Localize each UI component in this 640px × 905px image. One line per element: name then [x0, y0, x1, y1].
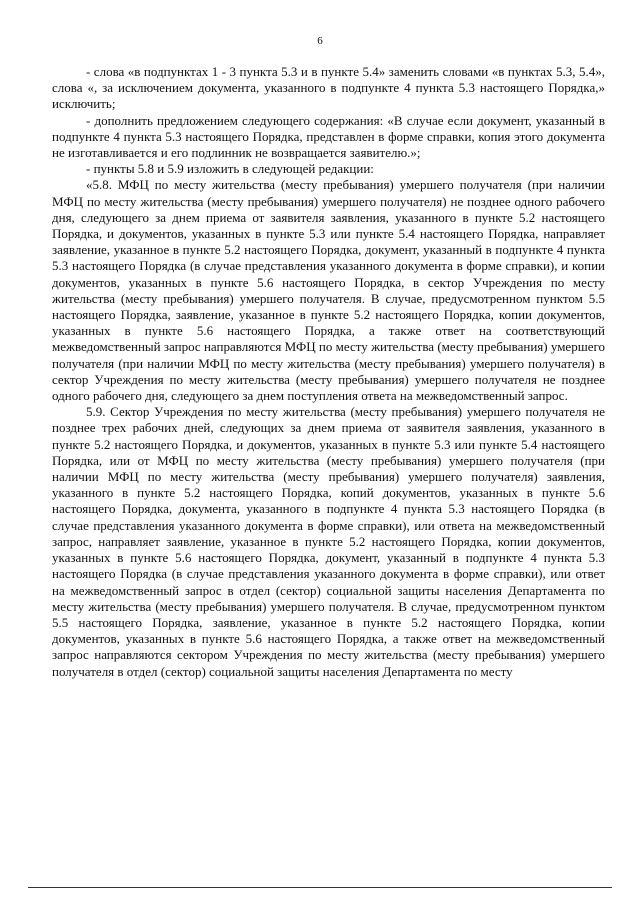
- paragraph-add-sentence: - дополнить предложением следующего содержания: «В случае если документ, указанный в подпункте 4 пункта 5.3 настоящего Порядка, представлен в форме справки, копия этого документа не изготавливается и его подлинник не возвращается заявителю.»;: [52, 112, 605, 161]
- bottom-divider: [28, 887, 612, 888]
- page-number: 6: [317, 35, 323, 47]
- paragraph-replace-words: - слова «в подпунктах 1 - 3 пункта 5.3 и в пункте 5.4» заменить словами «в пунктах 5.3, 5.4», слова «, за исключением документа, указанного в подпункте 4 пункта 5.3 настоящего Порядка,» исключить;: [52, 64, 605, 112]
- paragraph-point-5-8: «5.8. МФЦ по месту жительства (месту пребывания) умершего получателя (при наличии МФЦ по месту жительства (месту пребывания) умершего получателя) не позднее одного рабочего дня, следующего за днем приема от заявителя заявления, указанного в пункте 5.2 настоящего Порядка, и документов, указанных в пункте 5.3 или пункте 5.4 настоящего Порядка, направляет заявление, указанное в пункте 5.2 настоящего Порядка, документ, указанный в подпункте 4 пункта 5.3 настоящего Порядка (в случае представления указанного документа в форме справки), и копии документов, указанных в пункте 5.6 настоящего Порядка, в сектор Учреждения по месту жительства (месту пребывания) умершего получателя. В случае, предусмотренном пунктом 5.5 настоящего Порядка, заявление, указанное в пункте 5.2 настоящего Порядка, копии документов, указанных в пункте 5.6 настоящего Порядка, а также ответ на соответствующий межведомственный запрос направляются МФЦ по месту жительства (месту пребывания) умершего получателя (при наличии МФЦ по месту жительства (месту пребывания) умершего получателя) в сектор Учреждения по месту жительства (месту пребывания) умершего получателя не позднее одного рабочего дня, следующего за днем поступления ответа на межведомственный запрос.: [52, 177, 605, 404]
- paragraph-point-5-9: 5.9. Сектор Учреждения по месту жительства (месту пребывания) умершего получателя не позднее трех рабочих дней, следующих за днем приема от заявителя заявления, указанного в пункте 5.2 настоящего Порядка, и документов, указанных в пункте 5.3 или пункте 5.4 настоящего Порядка, или от МФЦ по месту жительства (месту пребывания) умершего получателя (при наличии МФЦ по месту жительства (месту пребывания) умершего получателя) заявления, указанного в пункте 5.2 настоящего Порядка, копий документов, указанных в пункте 5.6 настоящего Порядка, документа, указанного в подпункте 4 пункта 5.3 настоящего Порядка (в случае представления указанного документа в форме справки), или ответа на межведомственный запрос, направляет заявление, указанное в пункте 5.2 настоящего Порядка, копии документов, указанных в пункте 5.6 настоящего Порядка, документ, указанный в подпункте 4 пункта 5.3 настоящего Порядка (в случае представления указанного документа в форме справки), или ответ на межведомственный запрос в отдел (сектор) социальной защиты населения Департамента по месту жительства (месту пребывания) умершего получателя. В случае, предусмотренном пунктом 5.5 настоящего Порядка, заявление, указанное в пункте 5.2 настоящего Порядка, копии документов, указанных в пункте 5.6 настоящего Порядка, а также ответ на межведомственный запрос направляются сектором Учреждения по месту жительства (месту пребывания) умершего получателя в отдел (сектор) социальной защиты населения Департамента по месту: [52, 404, 605, 679]
- paragraph-restate-points: - пункты 5.8 и 5.9 изложить в следующей редакции:: [86, 161, 374, 177]
- document-body: [52, 64, 605, 680]
